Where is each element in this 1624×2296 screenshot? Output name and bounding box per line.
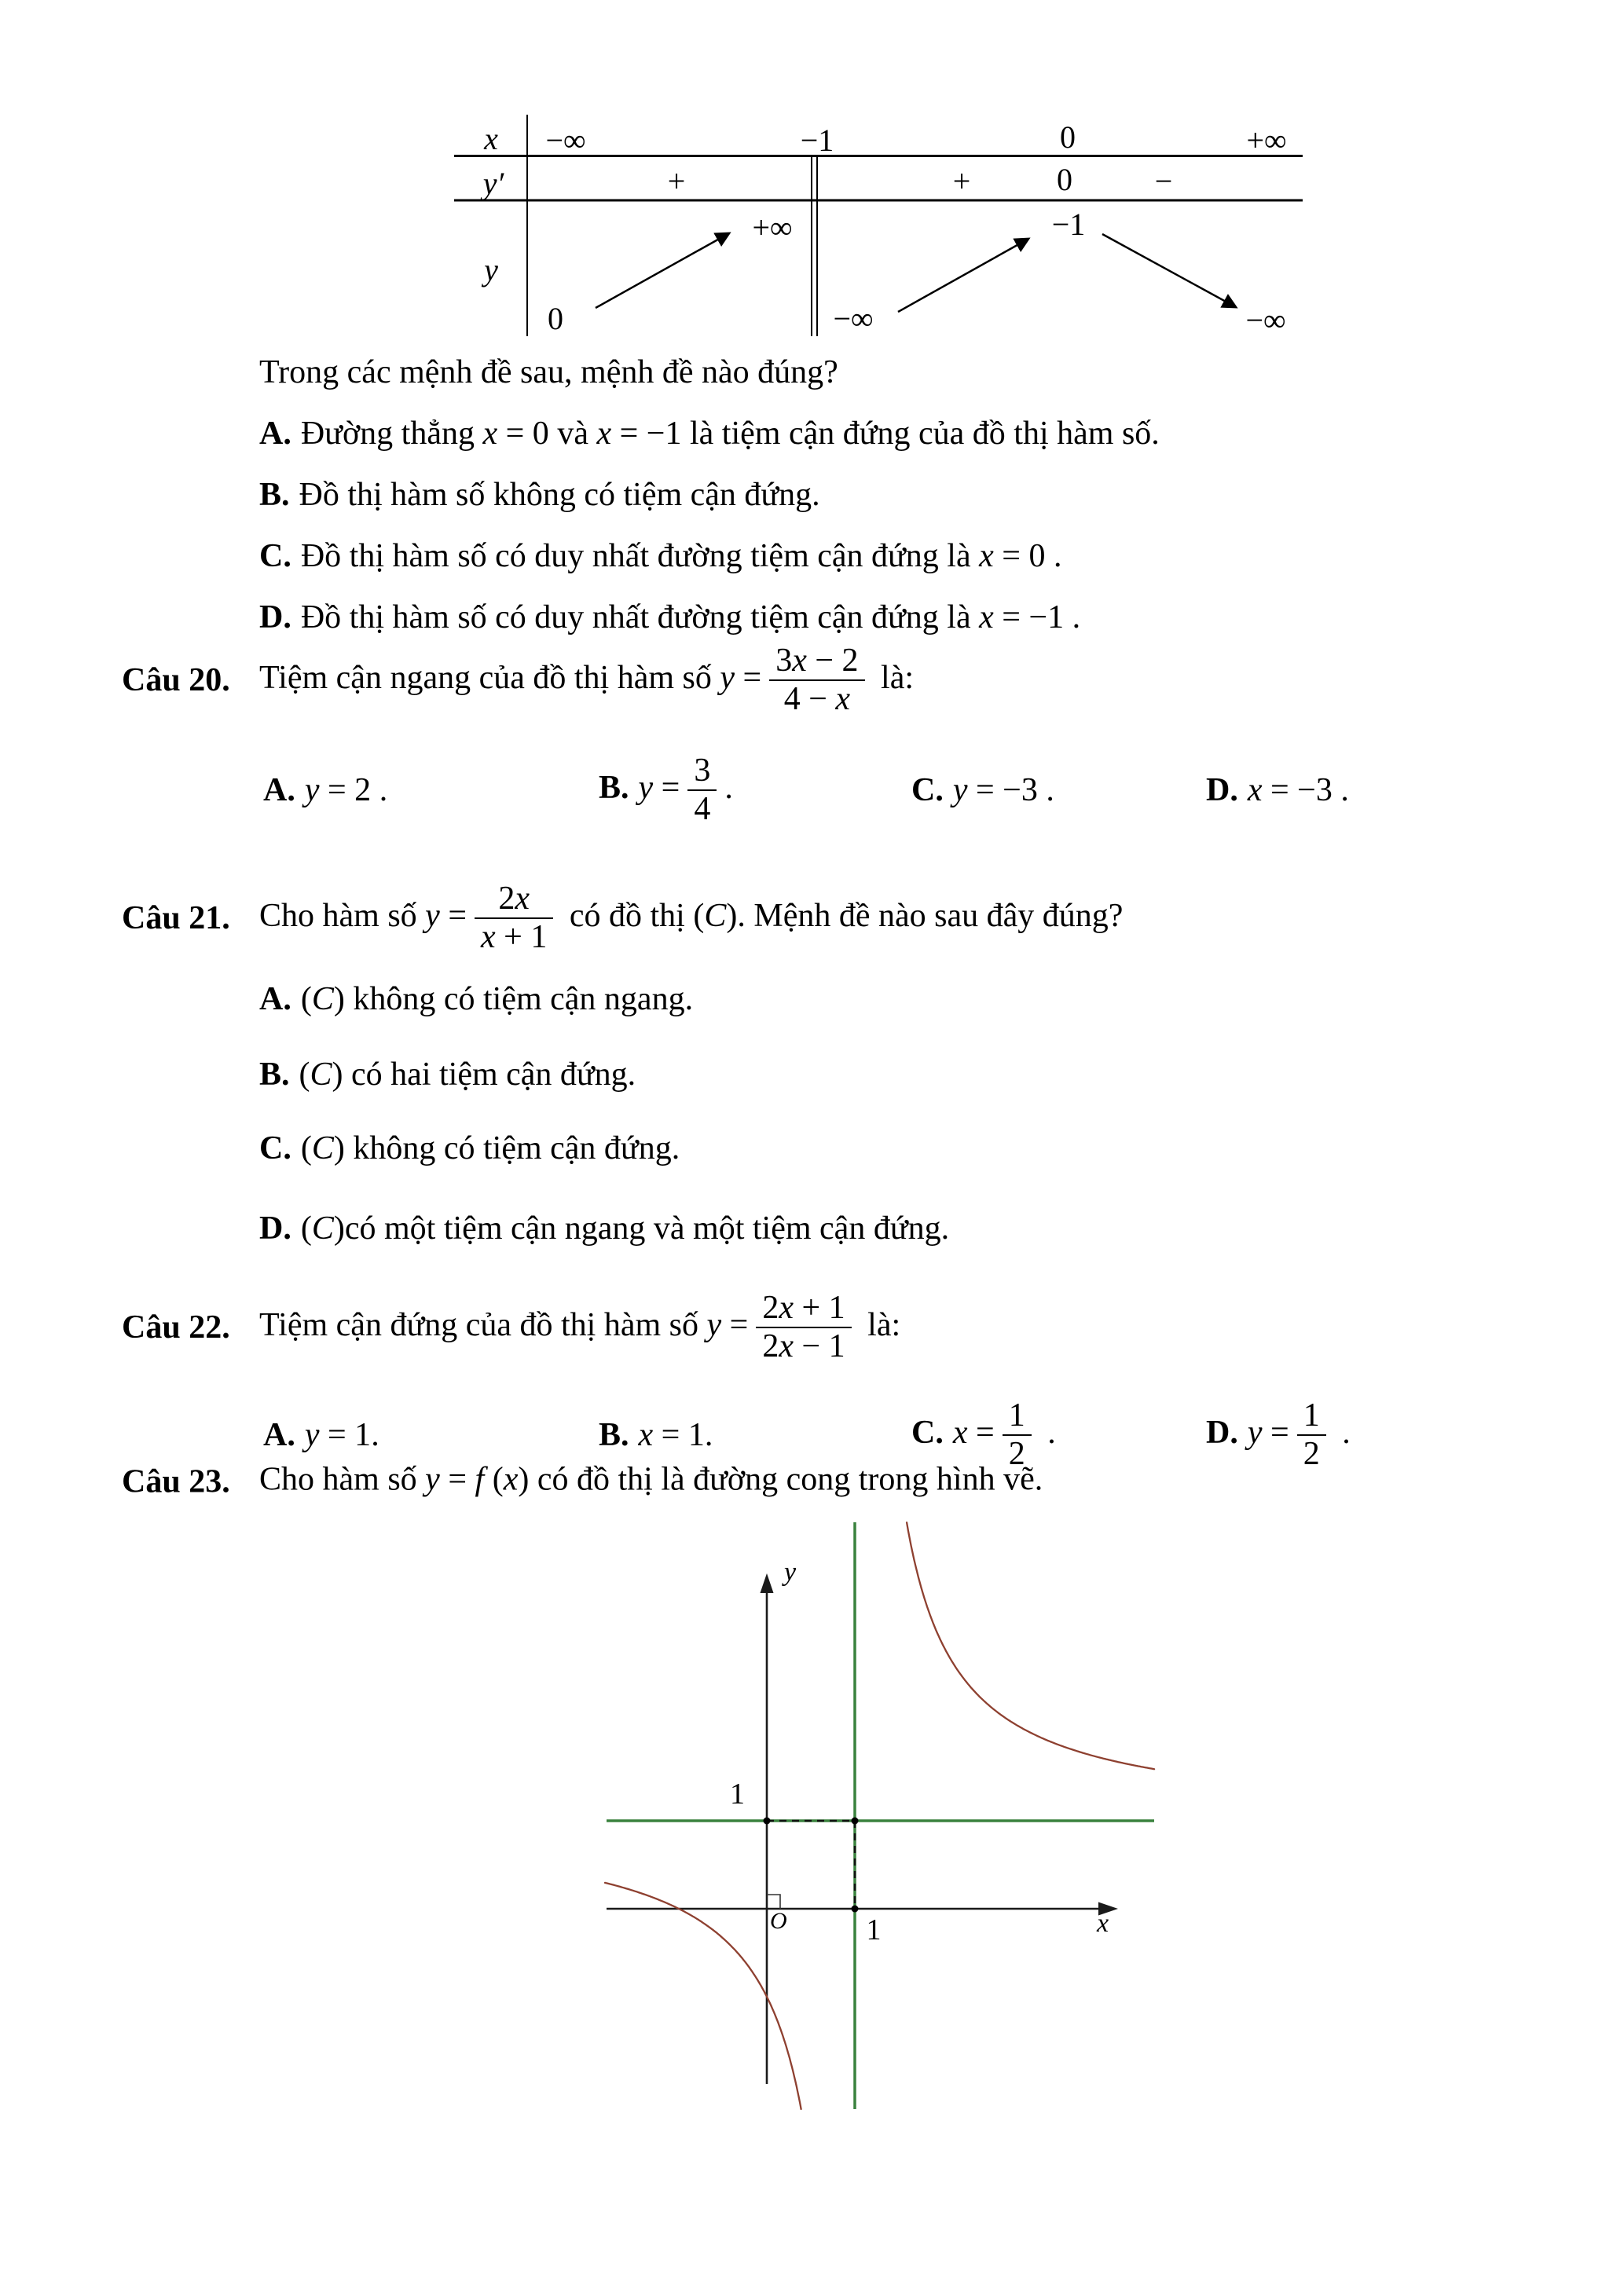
math-run: (C) (693, 897, 738, 934)
text-run: Đồ thị hàm số có duy nhất đường tiệm cận đứng là (300, 599, 980, 635)
text-run: . (704, 1417, 713, 1453)
option-text (301, 1210, 949, 1247)
option-B (599, 1416, 713, 1454)
intro-text: Trong các mệnh đề sau, mệnh đề nào đúng? (259, 354, 838, 390)
math-run: y = 2 (304, 772, 372, 808)
fraction-numerator: 3 (687, 753, 717, 791)
fraction-numerator: 3x − 2 (769, 643, 864, 681)
fraction (687, 753, 717, 828)
question-22-stem (122, 1290, 900, 1365)
text-run: Cho hàm số (259, 897, 426, 934)
option-text (301, 599, 1080, 635)
text-run: Tiệm cận ngang của đồ thị hàm số (259, 659, 720, 696)
question-number: Câu 20. (122, 662, 230, 698)
option-label: B. (259, 1056, 290, 1093)
table-yprime-sign: 0 (1057, 162, 1072, 197)
option-text (639, 1417, 713, 1453)
option-B (259, 1056, 636, 1093)
fraction-denominator: 4 (694, 791, 711, 827)
fraction-numerator: 2x + 1 (756, 1290, 851, 1328)
text-run: là: (859, 1306, 901, 1343)
text-run: . (1333, 1414, 1351, 1451)
table-y-value: −∞ (833, 301, 874, 336)
fraction-denominator: 2 (1008, 1436, 1025, 1472)
math-run: x = −3 (1247, 772, 1333, 808)
math-run: x = −1 (596, 416, 682, 452)
math-run: (C) (300, 1130, 345, 1166)
fraction-denominator: 4 − x (783, 681, 851, 717)
option-C (259, 1130, 680, 1167)
x-tick-label: 1 (866, 1913, 882, 1946)
text-run: . (1037, 772, 1054, 808)
question-number: Câu 21. (122, 900, 230, 936)
option-label: A. (259, 981, 291, 1017)
option-text (1247, 1397, 1351, 1472)
text-run: và (548, 416, 597, 452)
option-text (301, 416, 1160, 452)
math-run: x = −1 (979, 599, 1065, 635)
option-D (259, 599, 1080, 636)
fraction (769, 643, 864, 718)
math-run: x = 1 (638, 1417, 705, 1453)
fraction-numerator: 1 (1003, 1397, 1032, 1436)
fraction-denominator: x + 1 (481, 919, 548, 955)
option-B (599, 753, 733, 828)
table-yprime-sign: + (952, 163, 971, 199)
option-C (259, 537, 1061, 575)
text-run: Đường thẳng (300, 416, 483, 452)
math-run: y = (706, 1306, 749, 1343)
function-graph (581, 1500, 1241, 2129)
table-y-value: 0 (548, 301, 563, 336)
math-run: x = 0 (979, 538, 1046, 574)
option-A (263, 771, 387, 809)
fraction-denominator: 2 (1303, 1436, 1320, 1472)
option-text (305, 1417, 379, 1453)
option-text (301, 1130, 680, 1166)
curve-upper-branch (907, 1522, 1154, 1769)
math-run: x = 0 (482, 416, 549, 452)
y-axis-label: y (784, 1558, 797, 1587)
option-text (952, 1397, 1056, 1472)
math-run: y = f (x) (425, 1461, 530, 1498)
table-header-x: x (484, 121, 498, 156)
option-label: D. (1206, 772, 1238, 808)
table-x-value: +∞ (1246, 123, 1287, 158)
point-1-0 (852, 1906, 859, 1913)
fraction-denominator: 2x − 1 (762, 1328, 845, 1364)
text-run: là tiệm cận đứng của đồ thị hàm số. (681, 416, 1160, 452)
origin-label: O (770, 1908, 787, 1934)
fraction (756, 1290, 851, 1365)
text-run: . Mệnh đề nào sau đây đúng? (737, 897, 1124, 934)
table-y-value: +∞ (752, 210, 793, 245)
question-text (259, 1289, 901, 1364)
option-D (259, 1210, 949, 1247)
math-run: y = (638, 769, 680, 806)
text-run: có một tiệm cận ngang và một tiệm cận đứng. (344, 1210, 950, 1247)
option-label: D. (1206, 1414, 1238, 1451)
text-run: . (371, 1417, 379, 1453)
math-run: y = (1247, 1414, 1289, 1451)
question-number: Câu 23. (122, 1463, 230, 1500)
option-label: B. (259, 477, 290, 513)
option-label: B. (599, 769, 629, 806)
text-run: Tiệm cận đứng của đồ thị hàm số (259, 1306, 707, 1343)
math-run: y = 1 (304, 1417, 372, 1453)
fraction-numerator: 2x (475, 881, 553, 919)
text-run: có đồ thị (561, 897, 694, 934)
question-19-intro (259, 353, 838, 391)
option-text (953, 772, 1054, 808)
question-21-stem (122, 881, 1123, 956)
table-x-value: −1 (800, 123, 834, 158)
variation-arrow-up-icon (596, 233, 729, 308)
option-label: C. (259, 1130, 291, 1166)
option-label: D. (259, 599, 291, 635)
math-run: x = (952, 1414, 995, 1451)
table-header-y: y (484, 252, 498, 287)
math-run: (C) (300, 981, 345, 1017)
question-text (259, 642, 915, 717)
variation-arrow-up-icon (898, 239, 1028, 312)
y-axis-arrow-icon (761, 1573, 774, 1593)
table-x-value: −∞ (545, 123, 586, 158)
option-A (259, 415, 1160, 452)
text-run: . (371, 772, 388, 808)
text-run: . (1064, 599, 1081, 635)
option-text (301, 981, 693, 1017)
option-label: A. (259, 416, 291, 452)
option-D (1206, 771, 1349, 809)
text-run: . (1332, 772, 1349, 808)
text-run: . (724, 769, 733, 806)
option-label: C. (259, 538, 291, 574)
option-text (301, 538, 1062, 574)
y-tick-label: 1 (730, 1778, 745, 1811)
option-label: A. (263, 772, 295, 808)
option-label: B. (599, 1417, 629, 1453)
math-run: y = (720, 659, 762, 696)
variation-table (440, 110, 1320, 346)
math-run: y = −3 (952, 772, 1038, 808)
option-text (638, 752, 733, 827)
text-run: không có tiệm cận đứng. (344, 1130, 680, 1166)
table-yprime-sign: + (667, 163, 686, 199)
option-label: C. (911, 772, 944, 808)
option-text (1248, 772, 1349, 808)
option-label: D. (259, 1210, 291, 1247)
option-text (305, 772, 387, 808)
text-run: có hai tiệm cận đứng. (343, 1056, 636, 1093)
text-run: Đồ thị hàm số có duy nhất đường tiệm cận đứng là (300, 538, 980, 574)
point-0-1 (764, 1818, 771, 1825)
table-header-yprime: y′ (482, 166, 504, 201)
option-A (259, 980, 693, 1018)
question-text (259, 880, 1124, 955)
text-run: . (1045, 538, 1062, 574)
right-angle-marker-icon (767, 1895, 780, 1909)
question-23-stem (122, 1460, 1043, 1500)
option-text (299, 477, 820, 513)
variation-arrow-down-icon (1102, 234, 1236, 307)
question-text (259, 1461, 1043, 1497)
x-axis-label: x (1097, 1909, 1109, 1938)
option-label: C. (911, 1414, 944, 1451)
option-A (263, 1416, 379, 1454)
text-run: . (1039, 1414, 1056, 1451)
point-1-1 (852, 1818, 859, 1825)
text-run: có đồ thị là đường cong trong hình vẽ. (529, 1461, 1043, 1498)
table-y-value: −∞ (1245, 302, 1286, 338)
question-20-stem (122, 643, 914, 718)
table-yprime-sign: − (1154, 163, 1173, 199)
table-x-value: 0 (1060, 119, 1076, 155)
text-run: Cho hàm số (259, 1461, 426, 1498)
option-text (299, 1056, 636, 1093)
math-run: (C) (300, 1210, 345, 1247)
text-run: là: (872, 659, 915, 696)
fraction-numerator: 1 (1297, 1397, 1326, 1436)
option-B (259, 476, 820, 514)
option-D (1206, 1397, 1351, 1473)
table-y-value: −1 (1051, 207, 1086, 242)
fraction (1297, 1397, 1326, 1473)
fraction (475, 881, 553, 956)
question-number: Câu 22. (122, 1309, 230, 1346)
option-label: A. (263, 1417, 295, 1453)
text-run: không có tiệm cận ngang. (344, 981, 694, 1017)
option-C (911, 771, 1054, 809)
math-run: (C) (299, 1056, 343, 1093)
math-run: y = (425, 897, 467, 934)
text-run: Đồ thị hàm số không có tiệm cận đứng. (299, 477, 820, 513)
